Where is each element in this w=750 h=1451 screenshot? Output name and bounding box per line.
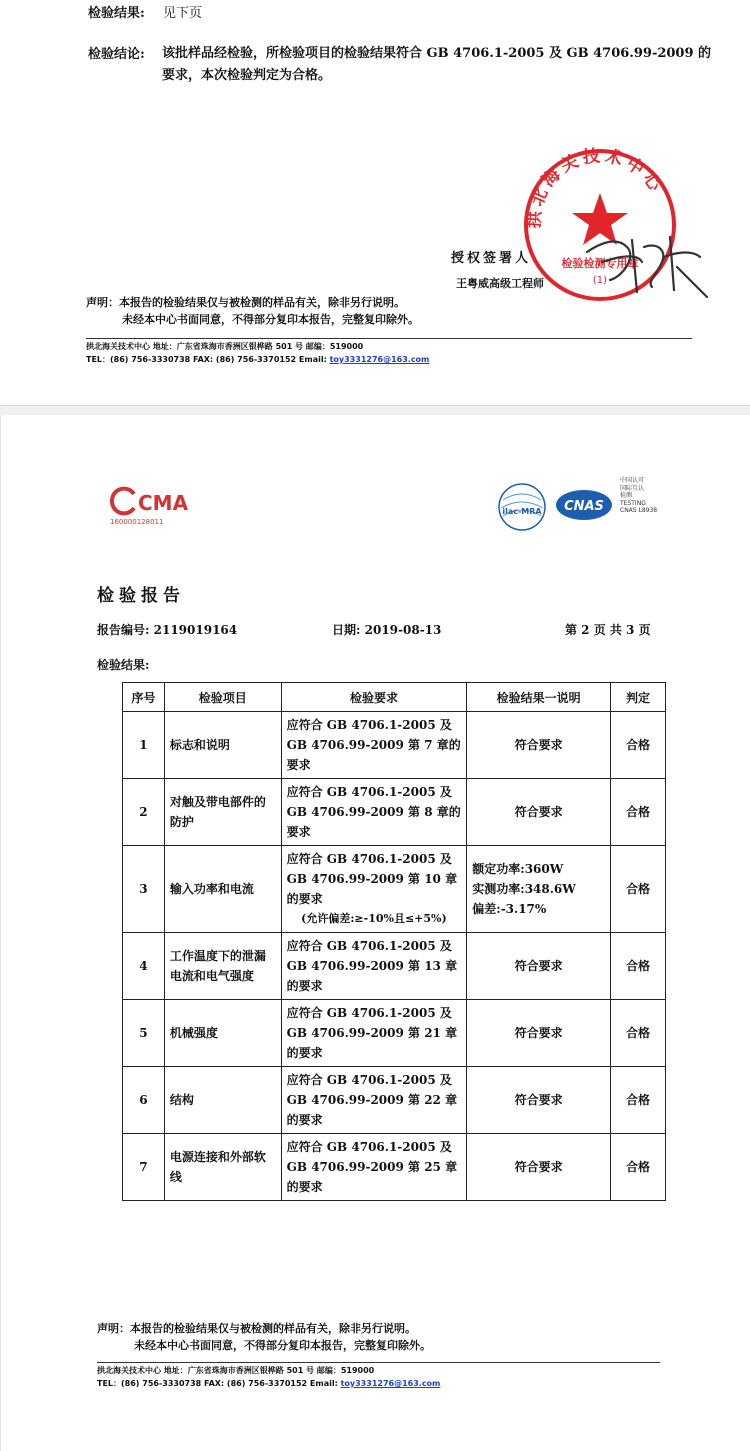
table-row: 1 标志和说明 应符合 GB 4706.1-2005 及 GB 4706.99-2009 第 7 章的要求 符合要求 合格	[123, 712, 666, 779]
conclusion-text: 该批样品经检验，所检验项目的检验结果符合 GB 4706.1-2005 及 GB 4706.99-2009 的要求，本次检验判定为合格。	[162, 46, 712, 83]
disclaimer-p2-2: 未经本中心书面同意，不得部分复印本报告，完整复印除外。	[134, 1339, 431, 1352]
cnas-logo	[554, 488, 614, 522]
footer-address-p2: 拱北海关技术中心 地址：广东省珠海市香洲区银桦路 501 号 邮编：519000	[97, 1366, 375, 1375]
footer-contact: TEL：(86) 756-3330738 FAX: (86) 756-3370152 Email: toy3331276@163.com	[86, 355, 430, 364]
results-heading: 检验结果:	[97, 658, 150, 672]
tolerance-note: (允许偏差:≥-10%且≤+5%)	[301, 912, 447, 925]
signatory-label: 授权签署人	[451, 251, 532, 266]
disclaimer-p2-1: 声明：本报告的检验结果仅与被检测的样品有关，除非另行说明。	[97, 1322, 416, 1335]
ilac-mra-logo	[497, 482, 547, 532]
svg-text:(1): (1)	[592, 275, 608, 286]
result-label: 检验结果:	[88, 6, 145, 21]
table-row: 3 输入功率和电流 应符合 GB 4706.1-2005 及 GB 4706.99-2009 第 10 章的要求 (允许偏差:≥-10%且≤+5%) 额定功率:360W 实测功率:348.6W 偏差:-3.17% 合格	[123, 846, 666, 933]
header-requirement: 检验要求	[281, 683, 467, 712]
table-row: 7 电源连接和外部软线 应符合 GB 4706.1-2005 及 GB 4706.99-2009 第 25 章的要求 符合要求 合格	[123, 1134, 666, 1201]
cma-number: 160000128011	[110, 518, 164, 526]
conclusion-label: 检验结论:	[88, 47, 145, 62]
report-date: 日期: 2019-08-13	[332, 623, 442, 637]
header-no: 序号	[123, 683, 165, 712]
footer-email-link-p2[interactable]: toy3331276@163.com	[340, 1379, 441, 1388]
ilac-text: ilac-MRA	[502, 507, 542, 516]
cnas-text: CNAS	[564, 499, 604, 514]
footer-address: 拱北海关技术中心 地址：广东省珠海市香洲区银桦路 501 号 邮编：519000	[86, 342, 364, 351]
footer-divider-p2	[97, 1362, 660, 1363]
header-item: 检验项目	[164, 683, 281, 712]
table-row: 2 对触及带电部件的防护 应符合 GB 4706.1-2005 及 GB 4706.99-2009 第 8 章的要求 符合要求 合格	[123, 779, 666, 846]
page-info: 第 2 页 共 3 页	[565, 623, 651, 637]
cma-text: CMA	[138, 491, 189, 515]
footer-contact-p2: TEL：(86) 756-3330738 FAX: (86) 756-3370152 Email: toy3331276@163.com	[97, 1379, 441, 1388]
result-value: 见下页	[163, 6, 203, 21]
report-number: 报告编号: 2119019164	[97, 623, 238, 637]
header-result: 检验结果一说明	[467, 683, 611, 712]
cma-logo	[108, 486, 189, 516]
cnas-caption: 中国认可 国际互认 检测 TESTING CNAS L8938	[620, 477, 658, 514]
report-page-1	[0, 0, 750, 405]
page-separator	[0, 405, 750, 415]
results-table	[122, 682, 666, 1201]
seal-subtext: 检验检测专用章	[561, 257, 639, 270]
footer-email-link[interactable]: toy3331276@163.com	[329, 355, 430, 364]
table-header-row	[123, 683, 666, 712]
seal-text: 拱北海关技术中心	[524, 145, 668, 229]
disclaimer-1: 声明：本报告的检验结果仅与被检测的样品有关，除非另行说明。	[86, 296, 405, 309]
signatory-name: 王粤威高级工程师	[456, 277, 544, 290]
header-verdict: 判定	[611, 683, 666, 712]
table-row: 6 结构 应符合 GB 4706.1-2005 及 GB 4706.99-2009 第 22 章的要求 符合要求 合格	[123, 1067, 666, 1134]
document-title: 检验报告	[97, 586, 185, 606]
table-row: 5 机械强度 应符合 GB 4706.1-2005 及 GB 4706.99-2009 第 21 章的要求 符合要求 合格	[123, 1000, 666, 1067]
table-row: 4 工作温度下的泄漏电流和电气强度 应符合 GB 4706.1-2005 及 GB 4706.99-2009 第 13 章的要求 符合要求 合格	[123, 933, 666, 1000]
disclaimer-2: 未经本中心书面同意，不得部分复印本报告，完整复印除外。	[122, 313, 419, 326]
handwritten-signature	[582, 222, 712, 302]
footer-divider	[86, 338, 692, 339]
